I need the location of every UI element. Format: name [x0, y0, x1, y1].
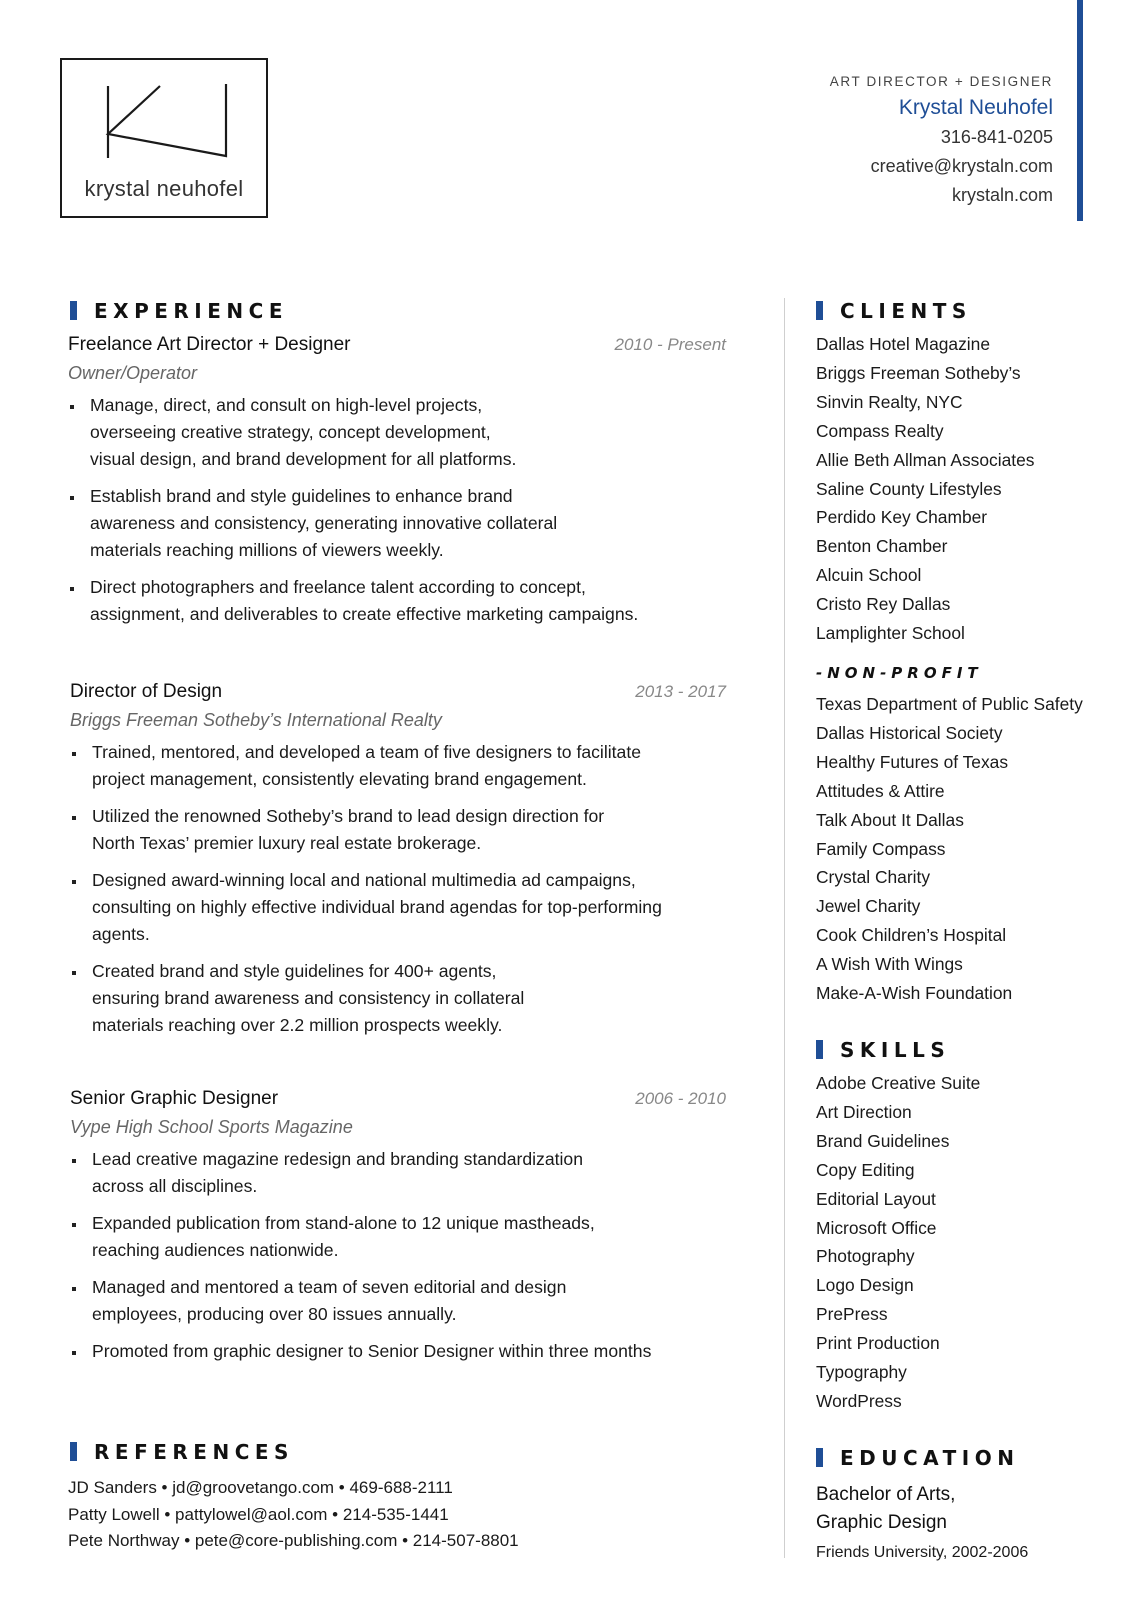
reference-item: Pete Northway • pete@core-publishing.com • 214-507-8801	[68, 1531, 519, 1550]
nonprofit-item: Crystal Charity	[816, 867, 931, 888]
school: Friends University, 2002-2006	[816, 1544, 1029, 1561]
job-dates: 2013 - 2017	[635, 682, 726, 701]
degree-field: Graphic Design	[816, 1512, 947, 1533]
job-dates: 2006 - 2010	[635, 1089, 726, 1108]
nonprofit-item: Texas Department of Public Safety	[816, 694, 1083, 714]
skill-item: Photography	[816, 1246, 915, 1267]
job-entry	[70, 1084, 726, 1375]
person-name: Krystal Neuhofel	[898, 96, 1053, 119]
job-bullet: Direct photographers and freelance talent according to concept, assignment, and deliverables to create effective marketing campaigns.	[68, 574, 660, 628]
client-item: Compass Realty	[816, 420, 944, 441]
references-list	[68, 1475, 519, 1555]
job-bullet: Trained, mentored, and developed a team of five designers to facilitate project management, consistently elevating brand engagement.	[70, 739, 662, 793]
job-entry	[68, 330, 726, 638]
job-entry	[70, 677, 726, 1049]
phone-number: 316-841-0205	[940, 127, 1053, 147]
skill-item: Logo Design	[816, 1275, 914, 1296]
job-organization: Owner/Operator	[68, 363, 198, 383]
job-bullet: Utilized the renowned Sotheby’s brand to lead design direction for North Texas’ premier luxury real estate brokerage.	[70, 803, 622, 857]
nonprofit-item: Family Compass	[816, 838, 946, 859]
skill-item: Print Production	[816, 1333, 940, 1354]
skill-item: Microsoft Office	[816, 1217, 937, 1238]
section-heading-education: EDUCATION	[816, 1446, 1019, 1470]
job-bullet: Created brand and style guidelines for 400+ agents, ensuring brand awareness and consistency in collateral materials reaching over 2.2 million prospects weekly.	[70, 958, 562, 1039]
job-organization: Briggs Freeman Sotheby’s International Realty	[70, 710, 442, 730]
nonprofit-item: Jewel Charity	[816, 896, 921, 917]
job-title: Freelance Art Director + Designer	[68, 334, 351, 355]
job-bullet: Lead creative magazine redesign and branding standardization across all disciplines.	[70, 1146, 622, 1200]
job-title: Director of Design	[70, 681, 223, 702]
skill-item: WordPress	[816, 1390, 902, 1411]
job-role: ART DIRECTOR + DESIGNER	[829, 74, 1053, 89]
job-organization: Vype High School Sports Magazine	[70, 1117, 353, 1137]
kn-monogram-icon	[98, 78, 232, 170]
skill-item: Art Direction	[816, 1101, 912, 1122]
skill-item: Brand Guidelines	[816, 1130, 950, 1151]
section-heading-experience: EXPERIENCE	[70, 299, 288, 323]
job-dates: 2010 - Present	[614, 335, 726, 354]
nonprofit-item: Attitudes & Attire	[816, 780, 945, 801]
job-bullet: Manage, direct, and consult on high-level projects, overseeing creative strategy, concept development, visual design, and brand development for all platforms.	[68, 392, 540, 473]
logo	[60, 58, 268, 218]
logo-text: krystal neuhofel	[84, 176, 244, 201]
nonprofit-subheading: -NON-PROFIT	[816, 664, 983, 682]
heading-marker	[816, 301, 823, 320]
client-item: Alcuin School	[816, 565, 922, 586]
skill-item: Typography	[816, 1362, 907, 1383]
nonprofit-item: Make-A-Wish Foundation	[816, 983, 1013, 1004]
skill-item: PrePress	[816, 1304, 888, 1325]
client-item: Saline County Lifestyles	[816, 478, 1002, 499]
nonprofit-item: A Wish With Wings	[816, 954, 963, 975]
client-item: Briggs Freeman Sotheby’s	[816, 362, 1021, 383]
job-bullet: Expanded publication from stand-alone to 12 unique mastheads, reaching audiences nationwide.	[70, 1210, 622, 1264]
education-entry	[816, 1481, 1028, 1565]
section-heading-skills: SKILLS	[816, 1038, 950, 1062]
nonprofit-item: Cook Children’s Hospital	[816, 925, 1007, 946]
skill-item: Copy Editing	[816, 1159, 915, 1180]
client-item: Sinvin Realty, NYC	[816, 391, 963, 412]
degree: Bachelor of Arts,	[816, 1484, 956, 1505]
contact-header	[830, 72, 1053, 210]
client-item: Perdido Key Chamber	[816, 507, 988, 528]
nonprofit-item: Healthy Futures of Texas	[816, 751, 1009, 772]
section-heading-clients: CLIENTS	[816, 299, 972, 323]
job-bullet: Establish brand and style guidelines to enhance brand awareness and consistency, generating innovative collateral materials reaching millions of viewers weekly.	[68, 483, 575, 564]
skills-list	[816, 1069, 980, 1416]
reference-item: Patty Lowell • pattylowel@aol.com • 214-535-1441	[68, 1504, 449, 1524]
column-divider	[784, 298, 785, 1558]
clients-list	[816, 330, 1034, 648]
email-link[interactable]: creative@krystaln.com	[870, 156, 1053, 176]
job-title: Senior Graphic Designer	[70, 1088, 279, 1109]
job-bullet: Managed and mentored a team of seven editorial and design employees, producing over 80 issues annually.	[70, 1274, 602, 1328]
heading-marker	[816, 1448, 823, 1467]
client-item: Lamplighter School	[816, 623, 965, 644]
client-item: Allie Beth Allman Associates	[816, 449, 1035, 470]
job-bullet: Promoted from graphic designer to Senior Designer within three months	[70, 1338, 732, 1365]
heading-marker	[816, 1040, 823, 1059]
client-item: Benton Chamber	[816, 536, 948, 557]
website-link[interactable]: krystaln.com	[951, 185, 1053, 205]
nonprofit-list	[816, 690, 1083, 1008]
section-heading-references: REFERENCES	[70, 1440, 294, 1464]
heading-marker	[70, 1442, 77, 1461]
nonprofit-item: Dallas Historical Society	[816, 722, 1003, 743]
job-bullet: Designed award-winning local and national multimedia ad campaigns, consulting on highly effective individual brand agendas for top-performing agents.	[70, 867, 682, 948]
accent-bar	[1077, 0, 1083, 221]
client-item: Cristo Rey Dallas	[816, 594, 951, 615]
reference-item: JD Sanders • jd@groovetango.com • 469-688-2111	[68, 1478, 453, 1497]
skill-item: Editorial Layout	[816, 1188, 936, 1209]
skill-item: Adobe Creative Suite	[816, 1073, 981, 1093]
client-item: Dallas Hotel Magazine	[816, 334, 990, 354]
nonprofit-item: Talk About It Dallas	[816, 809, 964, 830]
heading-marker	[70, 301, 77, 320]
